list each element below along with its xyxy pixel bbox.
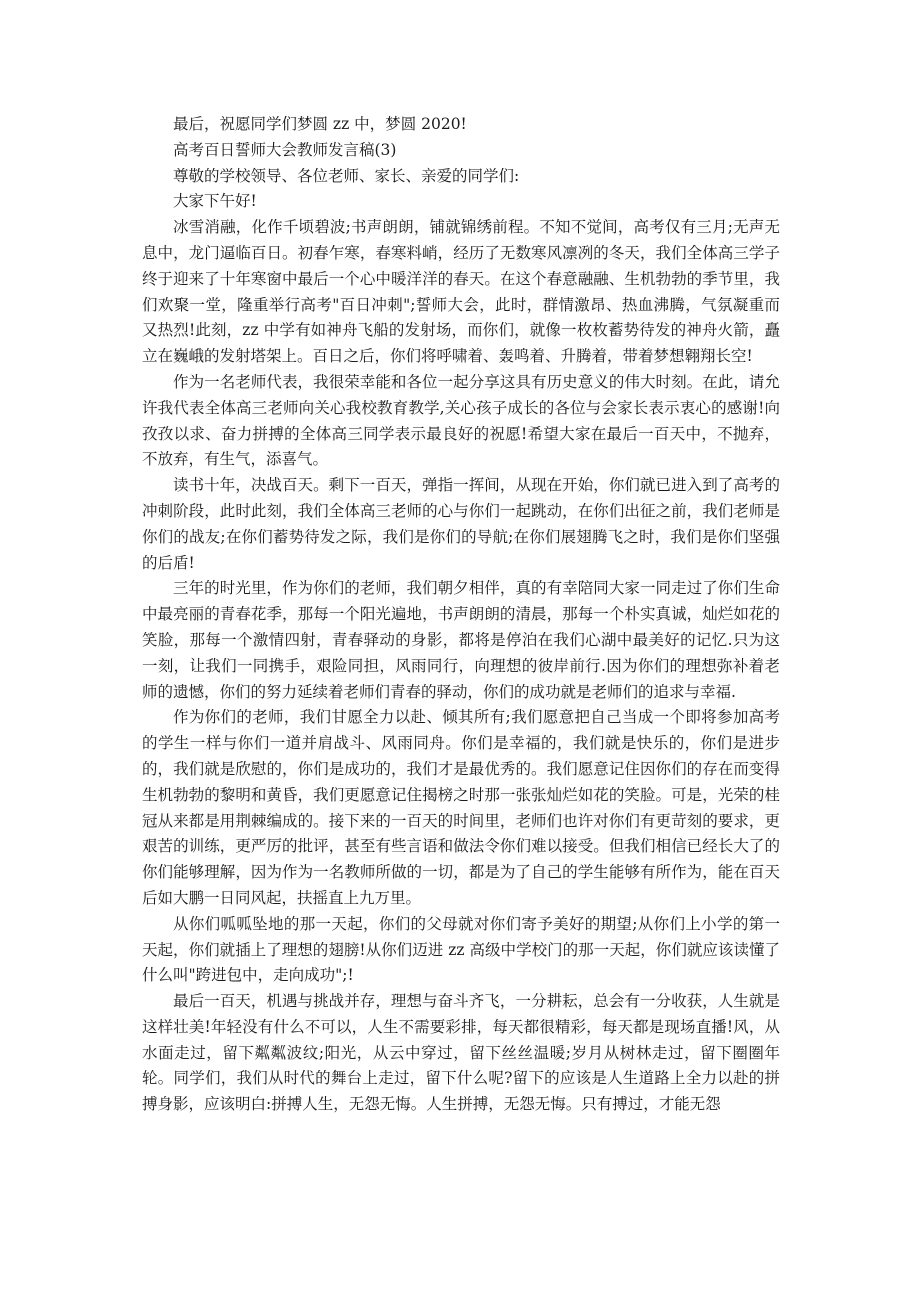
body-paragraph: 三年的时光里，作为你们的老师，我们朝夕相伴，真的有幸陪同大家一同走过了你们生命中最亮丽的青春花季，那每一个阳光遍地，书声朗朗的清晨，那每一个朴实真诚，灿烂如花的笑脸，那每一个激情四射，青春驿动的身影，都将是停泊在我们心湖中最美好的记忆.只为这一刻，让我们一同携手，艰险同担，风雨同行，向理想的彼岸前行.因为你们的理想弥补着老师的遗憾，你们的努力延续着老师们青春的驿动，你们的成功就是老师们的追求与幸福.	[142, 579, 780, 701]
body-paragraph: 从你们呱呱坠地的那一天起，你们的父母就对你们寄予美好的期望;从你们上小学的第一天起，你们就插上了理想的翅膀!从你们迈进 zz 高级中学校门的那一天起，你们就应该读懂了什么叫"跨进包中，走向成功";!	[142, 914, 780, 985]
body-paragraph: 最后一百天，机遇与挑战并存，理想与奋斗齐飞，一分耕耘，总会有一分收获，人生就是这样壮美!年轻没有什么不可以，人生不需要彩排，每天都很精彩，每天都是现场直播!风，从水面走过，留下粼粼波纹;阳光，从云中穿过，留下丝丝温暖;岁月从树林走过，留下圈圈年轮。同学们，我们从时代的舞台上走过，留下什么呢?留下的应该是人生道路上全力以赴的拼搏身影，应该明白:拼搏人生，无怨无悔。人生拼搏，无怨无悔。只有搏过，才能无怨	[142, 992, 780, 1114]
body-paragraph: 冰雪消融，化作千顷碧波;书声朗朗，铺就锦绣前程。不知不觉间，高考仅有三月;无声无息中，龙门逼临百日。初春乍寒，春寒料峭，经历了无数寒风凛冽的冬天，我们全体高三学子终于迎来了十年寒窗中最后一个心中暖洋洋的春天。在这个春意融融、生机勃勃的季节里，我们欢聚一堂，隆重举行高考"百日冲刺";誓师大会，此时，群情激昂、热血沸腾，气氛凝重而又热烈!此刻，zz 中学有如神舟飞船的发射场，而你们，就像一枚枚蓄势待发的神舟火箭，矗立在巍峨的发射塔架上。百日之后，你们将呼啸着、轰鸣着、升腾着，带着梦想翱翔长空!	[142, 218, 780, 366]
greeting: 大家下午好!	[173, 192, 257, 211]
body-paragraph: 读书十年，决战百天。剩下一百天，弹指一挥间，从现在开始，你们就已进入到了高考的冲刺阶段，此时此刻，我们全体高三老师的心与你们一起跳动，在你们出征之前，我们老师是你们的战友;在你们蓄势待发之际，我们是你们的导航;在你们展翅腾飞之时，我们是你们坚强的后盾!	[142, 476, 780, 572]
speech-title: 高考百日誓师大会教师发言稿(3)	[173, 140, 397, 159]
document-body	[142, 112, 780, 1118]
closing-wish-paragraph: 最后，祝愿同学们梦圆 zz 中，梦圆 2020!	[173, 115, 467, 133]
salutation: 尊敬的学校领导、各位老师、家长、亲爱的同学们:	[173, 166, 520, 185]
body-paragraph: 作为一名老师代表，我很荣幸能和各位一起分享这具有历史意义的伟大时刻。在此，请允许我代表全体高三老师向关心我校教育教学,关心孩子成长的各位与会家长表示衷心的感谢!向孜孜以求、奋力拼搏的全体高三同学表示最良好的祝愿!希望大家在最后一百天中，不抛弃，不放弃，有生气，添喜气。	[142, 372, 780, 469]
body-paragraph: 作为你们的老师，我们甘愿全力以赴、倾其所有;我们愿意把自己当成一个即将参加高考的学生一样与你们一道并肩战斗、风雨同舟。你们是幸福的，我们就是快乐的，你们是进步的，我们就是欣慰的，你们是成功的，我们才是最优秀的。我们愿意记住因你们的存在而变得生机勃勃的黎明和黄昏，我们更愿意记住揭榜之时那一张张灿烂如花的笑脸。可是，光荣的桂冠从来都是用荆棘编成的。接下来的一百天的时间里，老师们也许对你们有更苛刻的要求，更艰苦的训练，更严厉的批评，甚至有些言语和做法令你们难以接受。但我们相信已经长大了的你们能够理解，因为作为一名教师所做的一切，都是为了自己的学生能够有所作为，能在百天后如大鹏一日同风起，扶摇直上九万里。	[142, 708, 780, 907]
